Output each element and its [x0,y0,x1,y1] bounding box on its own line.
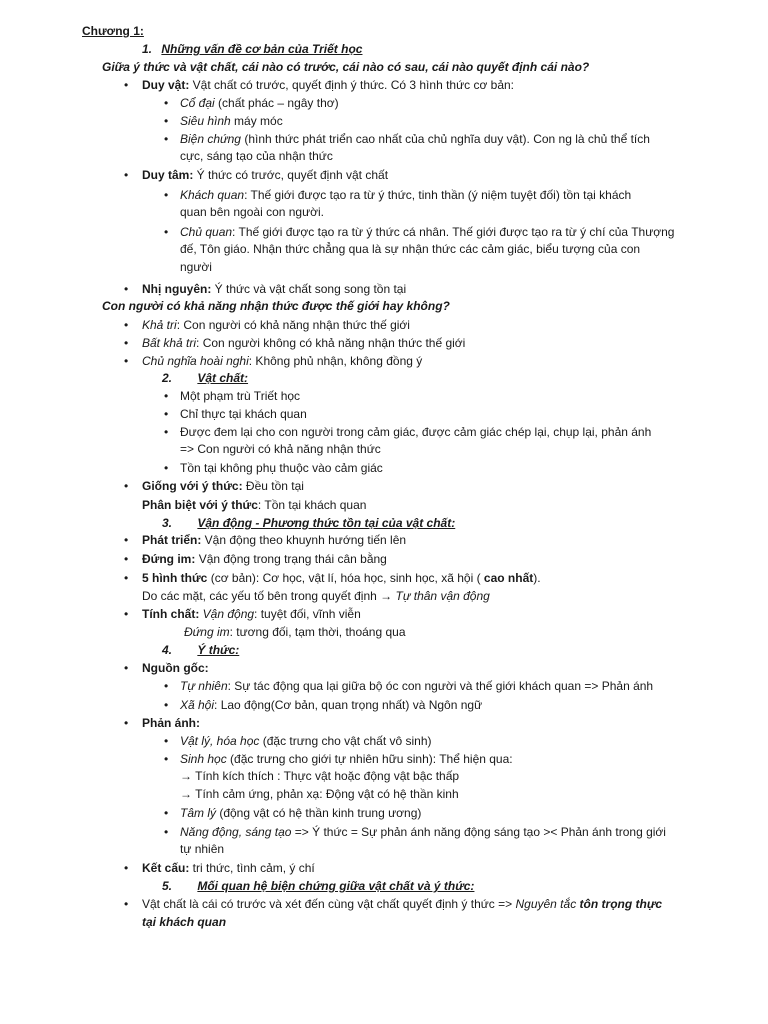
bullet-icon: • [164,114,169,128]
list-item: Chủ nghĩa hoài nghi: Không phủ nhận, không đồng ý [142,354,423,368]
list-item-nguon-goc: Nguồn gốc: [142,661,209,675]
question-heading-2: Con người có khả năng nhận thức được thế giới hay không? [102,299,450,313]
question-heading-1: Giữa ý thức và vật chất, cái nào có trước, cái nào có sau, cái nào quyết định cái nào? [102,60,590,74]
line-dung-im: Đứng im: tương đối, tạm thời, thoáng qua [184,625,406,639]
bullet-icon: • [164,225,169,239]
sub-item: → Tính cảm ứng, phản xạ: Động vật có hệ thần kinh [180,787,459,801]
bullet-icon: • [164,679,169,693]
section-title: Những vấn đề cơ bản của Triết học [161,42,363,56]
bullet-icon: • [164,461,169,475]
list-item-giong: Giống với ý thức: Đều tồn tại [142,479,304,493]
list-item: Sinh học (đặc trưng cho giới tự nhiên hữu sinh): Thể hiện qua: [180,752,513,766]
bullet-icon: • [124,607,129,621]
list-item: Được đem lại cho con người trong cảm giác, được cảm giác chép lại, chụp lại, phản ánh [180,425,652,439]
list-item: Siêu hình máy móc [180,114,283,128]
list-item: Bất khả tri: Con người không có khả năng nhận thức thế giới [142,336,466,350]
list-item-continuation: quan bên ngoài con người. [180,205,325,219]
bullet-icon: • [124,78,129,92]
sub-item: → Tính kích thích : Thực vật hoặc động vật bậc thấp [180,769,460,783]
list-item: Tồn tại không phụ thuộc vào cảm giác [180,461,383,475]
section-heading-2: 2. Vật chất: [162,371,249,385]
bullet-icon: • [124,354,129,368]
list-item: Tính chất: Vận động: tuyệt đối, vĩnh viễn [142,607,361,621]
bullet-icon: • [164,425,169,439]
bullet-icon: • [124,479,129,493]
bullet-icon: • [164,132,169,146]
list-item: Chủ quan: Thế giới được tạo ra từ ý thức cá nhân. Thế giới được tạo ra từ ý chí của Thượng [180,225,675,239]
list-item-nhi-nguyen: Nhị nguyên: Ý thức và vật chất song song tồn tại [142,282,407,296]
list-item: Vật lý, hóa học (đặc trưng cho vật chất vô sinh) [180,734,432,748]
bullet-icon: • [124,552,129,566]
list-item: Phát triển: Vận động theo khuynh hướng tiến lên [142,533,407,547]
list-item-continuation: tại khách quan [142,915,227,929]
section-heading-5: 5. Mối quan hệ biện chứng giữa vật chất và ý thức: [162,879,475,893]
chapter-heading: Chương 1: [82,24,144,38]
bullet-icon: • [124,861,129,875]
list-item: Năng động, sáng tạo => Ý thức = Sự phản ánh năng động sáng tạo >< Phản ánh trong giới [180,825,666,839]
list-item-phan-anh: Phản ánh: [142,716,201,730]
list-item: Xã hội: Lao động(Cơ bản, quan trọng nhất) và Ngôn ngữ [180,698,483,712]
bullet-icon: • [164,188,169,202]
bullet-icon: • [164,96,169,110]
bullet-icon: • [124,716,129,730]
list-item-duy-tam: Duy tâm: Ý thức có trước, quyết định vật chất [142,168,389,182]
list-item-continuation: đế, Tôn giáo. Nhận thức chẳng qua là sự nhận thức các cảm giác, biểu tượng của con [180,242,641,256]
bullet-icon: • [164,806,169,820]
list-item: Biện chứng (hình thức phát triển cao nhất của chủ nghĩa duy vật). Con ng là chủ thể tích [180,132,650,146]
bullet-icon: • [164,734,169,748]
bullet-icon: • [124,897,129,911]
list-item: Đứng im: Vận động trong trạng thái cân bằng [142,552,387,566]
list-item-continuation: người [180,260,212,274]
bullet-icon: • [164,407,169,421]
list-item-mqh: Vật chất là cái có trước và xét đến cùng vật chất quyết định ý thức => Nguyên tắc tôn trọng thực [142,897,663,911]
list-item-continuation: tự nhiên [180,842,225,856]
bullet-icon: • [124,168,129,182]
section-number: 1. [142,42,153,56]
bullet-icon: • [164,752,169,766]
list-item: Chỉ thực tại khách quan [180,407,307,421]
bullet-icon: • [124,661,129,675]
list-item: Một phạm trù Triết học [180,389,301,403]
list-item-continuation: cực, sáng tạo của nhận thức [180,149,333,163]
list-item-ket-cau: Kết cấu: tri thức, tình cảm, ý chí [142,861,315,875]
bullet-icon: • [124,282,129,296]
line-do-cac-mat: Do các mặt, các yếu tố bên trong quyết định → Tự thân vận động [142,589,490,603]
list-item: Cổ đại (chất phác – ngây thơ) [180,96,339,110]
bullet-icon: • [124,336,129,350]
list-item: 5 hình thức (cơ bản): Cơ học, vật lí, hóa học, sinh học, xã hội ( cao nhất). [142,571,541,585]
bullet-icon: • [124,533,129,547]
section-heading-1 [142,41,362,57]
bullet-icon: • [164,698,169,712]
bullet-icon: • [164,389,169,403]
list-item: Tâm lý (động vật có hệ thần kinh trung ương) [180,806,422,820]
section-heading-4: 4. Ý thức: [162,643,240,657]
list-item: Tự nhiên: Sự tác động qua lại giữa bộ óc con người và thế giới khách quan => Phản ánh [180,679,654,693]
bullet-icon: • [164,825,169,839]
section-heading-3: 3. Vận động - Phương thức tồn tại của vật chất: [162,516,456,530]
list-item-duy-vat: Duy vật: Vật chất có trước, quyết định ý thức. Có 3 hình thức cơ bản: [142,78,515,92]
list-item: Khả tri: Con người có khả năng nhận thức thế giới [142,318,410,332]
bullet-icon: • [124,318,129,332]
list-item-continuation: => Con người có khả năng nhận thức [180,442,381,456]
list-item: Khách quan: Thế giới được tạo ra từ ý thức, tinh thần (ý niệm tuyệt đối) tồn tại khách [180,188,632,202]
bullet-icon: • [124,571,129,585]
line-phan-biet: Phân biệt với ý thức: Tồn tại khách quan [142,498,367,512]
